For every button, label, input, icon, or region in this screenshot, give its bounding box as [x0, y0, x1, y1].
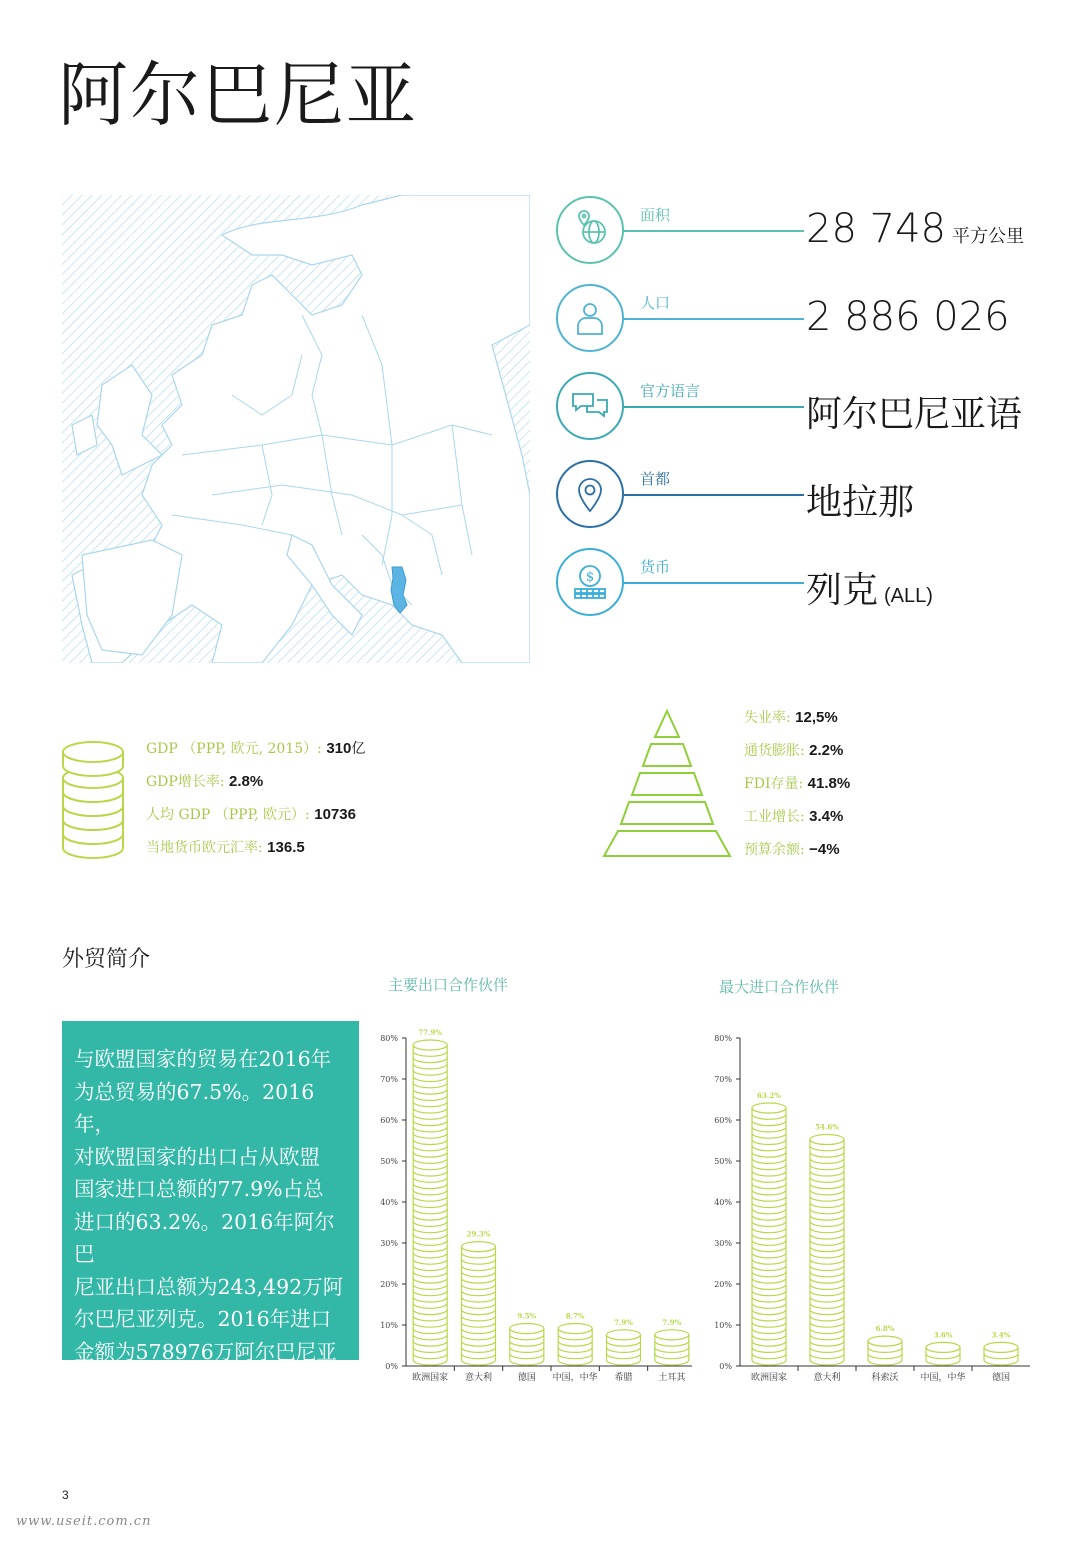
- y-tick-label: 60%: [714, 1116, 732, 1125]
- fdi-value: 41.8%: [807, 775, 851, 792]
- industry-growth-line: [744, 806, 843, 826]
- unemployment-label: 失业率:: [744, 710, 791, 726]
- fact-language: [556, 372, 1076, 444]
- divider: [624, 582, 804, 584]
- y-tick-label: 40%: [714, 1198, 732, 1207]
- summary-line: 对欧盟国家的出口占从欧盟: [74, 1144, 320, 1169]
- fact-label: 面积: [640, 206, 671, 224]
- gdp-per-capita-label: 人均 GDP （PPP, 欧元）:: [146, 807, 310, 823]
- bar: [607, 1330, 641, 1365]
- gdp-growth-label: GDP增长率:: [146, 774, 225, 790]
- summary-line: 国家进口总额的77.9%占总: [74, 1177, 324, 1201]
- data-label: 3.4%: [991, 1330, 1011, 1340]
- industry-growth-value: 3.4%: [809, 808, 844, 825]
- bar: [984, 1342, 1018, 1365]
- data-label: 3.6%: [933, 1330, 953, 1340]
- y-tick-label: 60%: [380, 1116, 398, 1125]
- summary-line: 与欧盟国家的贸易在2016年: [74, 1047, 332, 1071]
- summary-line: 金额为578976万阿尔巴尼亚: [74, 1339, 337, 1364]
- divider: [624, 230, 804, 232]
- import-partners-chart: [706, 1028, 1036, 1388]
- fact-label: 首都: [640, 470, 671, 488]
- svg-text:$: $: [585, 570, 595, 585]
- export-partners-chart: [372, 1028, 692, 1388]
- x-tick-label: 意大利: [464, 1373, 493, 1383]
- data-label: 9.5%: [517, 1311, 537, 1321]
- location-pin-icon: [556, 460, 624, 528]
- globe-pin-icon: [556, 196, 624, 264]
- area-unit: 平方公里: [951, 226, 1024, 247]
- x-tick-label: 土耳其: [658, 1373, 686, 1383]
- data-label: 7.9%: [614, 1317, 633, 1327]
- inflation-line: [744, 740, 843, 760]
- fact-population: [556, 284, 1076, 356]
- bar: [752, 1103, 786, 1365]
- gdp-suffix: 亿: [351, 741, 366, 757]
- budget-balance-line: [744, 839, 840, 859]
- population-value: 2 886 026: [806, 294, 1010, 340]
- y-tick-label: 0%: [719, 1362, 732, 1371]
- x-tick-label: 中国，中华: [920, 1373, 966, 1383]
- gdp-label: GDP （PPP, 欧元, 2015）:: [146, 741, 322, 757]
- area-value: 28 748: [806, 206, 946, 252]
- y-tick-label: 50%: [714, 1157, 732, 1166]
- section-title-trade: 外贸简介: [62, 947, 151, 972]
- unemployment-line: [744, 707, 838, 727]
- unemployment-value: 12,5%: [795, 709, 838, 726]
- gdp-growth-value: 2.8%: [229, 773, 264, 790]
- summary-line: 尼亚出口总额为243,492万阿: [74, 1274, 344, 1299]
- y-tick-label: 30%: [714, 1239, 732, 1248]
- fact-label: 人口: [640, 294, 671, 312]
- divider: [624, 318, 804, 320]
- fdi-label: FDI存量:: [744, 776, 804, 792]
- bar: [413, 1040, 447, 1365]
- gdp-per-capita-value: 10736: [314, 806, 356, 823]
- data-label: 63.2%: [757, 1091, 781, 1100]
- x-tick-label: 欧洲国家: [750, 1373, 788, 1383]
- y-tick-label: 10%: [380, 1321, 398, 1330]
- summary-line: 进口的63.2%。2016年阿尔巴: [74, 1209, 335, 1266]
- x-tick-label: 科索沃: [871, 1373, 899, 1383]
- data-label: 29.3%: [466, 1229, 491, 1239]
- person-icon: [556, 284, 624, 352]
- data-label: 54.6%: [815, 1122, 839, 1132]
- data-label: 7.9%: [662, 1317, 682, 1327]
- bar: [926, 1342, 960, 1365]
- bar: [810, 1135, 844, 1366]
- divider: [624, 406, 804, 408]
- x-tick-label: 意大利: [813, 1373, 841, 1383]
- summary-line: 列克。: [74, 1372, 136, 1396]
- data-label: 8.7%: [565, 1311, 585, 1321]
- currency-name: 列克: [806, 570, 879, 611]
- page-title: 阿尔巴尼亚: [58, 54, 418, 136]
- y-tick-label: 20%: [714, 1280, 732, 1289]
- y-tick-label: 70%: [380, 1075, 398, 1084]
- fact-currency: [556, 548, 1076, 620]
- fact-capital: [556, 460, 1076, 532]
- budget-balance-label: 预算余额:: [744, 842, 805, 858]
- watermark: www.useit.com.cn: [16, 1514, 152, 1529]
- fact-value: [806, 206, 1024, 252]
- trade-summary-box: [62, 1021, 359, 1396]
- exchange-rate-label: 当地货币欧元汇率:: [146, 840, 263, 856]
- bar: [655, 1330, 689, 1365]
- y-tick-label: 50%: [380, 1157, 398, 1166]
- coin-stack-icon: [60, 738, 126, 862]
- x-tick-label: 欧洲国家: [412, 1373, 449, 1383]
- language-value: 阿尔巴尼亚语: [806, 394, 1023, 435]
- gdp-value: 310: [326, 740, 352, 757]
- page-number: 3: [62, 1488, 69, 1502]
- import-chart-title: 最大进口合作伙伴: [719, 978, 840, 996]
- x-tick-label: 德国: [517, 1373, 536, 1383]
- gdp-per-capita-line: [146, 804, 356, 824]
- fact-label: 货币: [640, 558, 671, 576]
- y-tick-label: 10%: [714, 1321, 732, 1330]
- summary-line: 尔巴尼亚列克。2016年进口: [74, 1307, 332, 1331]
- inflation-label: 通货膨胀:: [744, 743, 805, 759]
- pyramid-icon: [600, 708, 734, 860]
- bar: [510, 1324, 544, 1366]
- y-tick-label: 80%: [380, 1034, 398, 1043]
- y-tick-label: 30%: [380, 1239, 398, 1248]
- y-tick-label: 80%: [714, 1034, 732, 1043]
- currency-value: [806, 562, 933, 613]
- currency-code: (ALL): [884, 585, 933, 607]
- industry-growth-label: 工业增长:: [744, 809, 805, 825]
- data-label: 6.8%: [875, 1324, 895, 1334]
- fact-label: 官方语言: [640, 382, 701, 400]
- inflation-value: 2.2%: [809, 742, 844, 759]
- capital-value: 地拉那: [806, 482, 915, 523]
- x-tick-label: 希腊: [614, 1373, 633, 1383]
- y-tick-label: 70%: [714, 1075, 732, 1084]
- bar: [868, 1336, 902, 1365]
- y-tick-label: 0%: [385, 1362, 398, 1371]
- fdi-line: [744, 773, 850, 793]
- europe-map: [62, 195, 530, 663]
- speech-bubbles-icon: [556, 372, 624, 440]
- bar: [558, 1324, 592, 1366]
- divider: [624, 494, 804, 496]
- y-tick-label: 20%: [380, 1280, 398, 1289]
- export-chart-title: 主要出口合作伙伴: [388, 976, 509, 994]
- fact-area: [556, 196, 1076, 268]
- budget-balance-value: −4%: [809, 841, 840, 858]
- bar: [462, 1242, 496, 1365]
- x-tick-label: 中国，中华: [552, 1373, 598, 1383]
- exchange-rate-line: [146, 837, 305, 857]
- exchange-rate-value: 136.5: [267, 839, 305, 856]
- gdp-line: [146, 738, 365, 758]
- summary-line: 为总贸易的67.5%。2016年，: [74, 1079, 315, 1136]
- coin-icon: [556, 548, 624, 616]
- data-label: 77.9%: [418, 1028, 443, 1037]
- x-tick-label: 德国: [991, 1373, 1011, 1383]
- y-tick-label: 40%: [380, 1198, 398, 1207]
- gdp-growth-line: [146, 771, 263, 791]
